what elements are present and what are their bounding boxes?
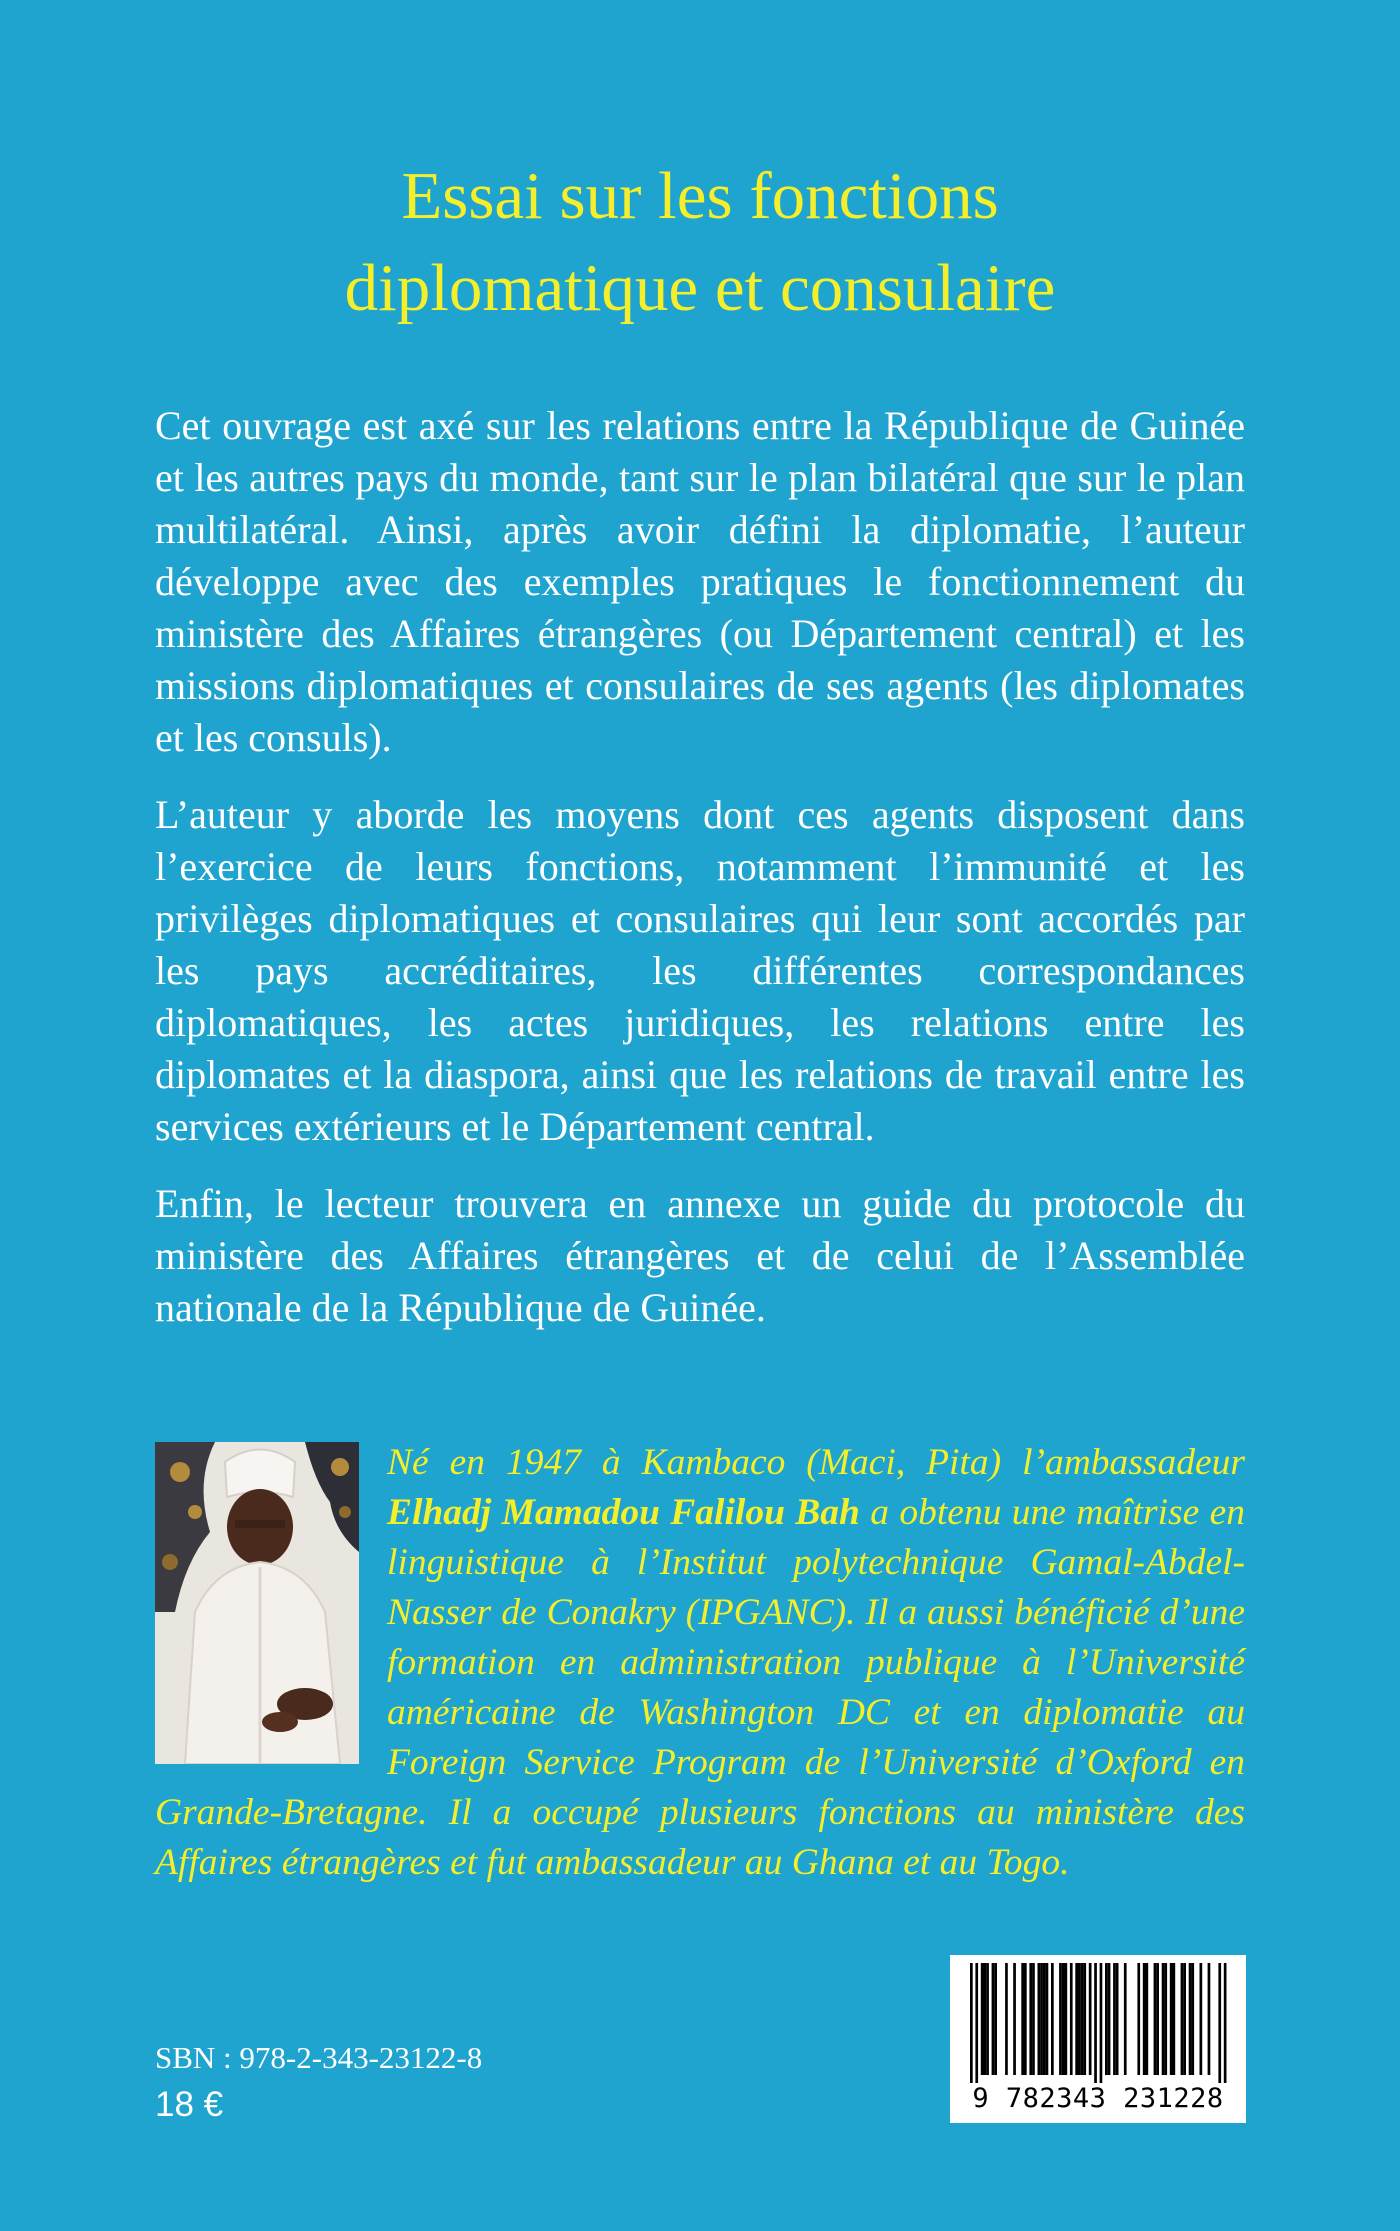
barcode-bar [994, 1963, 997, 2075]
barcode-bar [1208, 1963, 1211, 2075]
barcode-bar [1029, 1963, 1032, 2075]
barcode-bar [1162, 1963, 1165, 2075]
barcode-bar [1156, 1963, 1159, 2075]
barcode-bar [1038, 1963, 1041, 2075]
barcode-bar [1040, 1963, 1043, 2075]
barcode-bar [1170, 1963, 1173, 2075]
summary-paragraph-2: L’auteur y aborde les moyens dont ces agents disposent dans l’exercice de leurs fonctions, notamment l’immunité et les privilèges diplomatiques et consulaires qui leur sont accordés par les pays accréditaires, les différentes correspondances diplomatiques, les actes juridiques, les relations entre les diplomates et la diaspora, ainsi que les relations de travail entre les services extérieurs et le Département central. [155, 792, 1245, 1149]
book-title [0, 150, 1400, 334]
barcode-bar [1137, 1963, 1140, 2075]
barcode-bar [970, 1963, 973, 2083]
barcode-bar [1154, 1963, 1157, 2075]
summary-paragraph-3: Enfin, le lecteur trouvera en annexe un guide du protocole du ministère des Affaires étrangères et de celui de l’Assemblée nationale de la République de Guinée. [155, 1181, 1245, 1330]
barcode-bar [1224, 1963, 1227, 2083]
barcode-bar [1116, 1963, 1119, 2075]
author-bio [155, 1438, 1245, 1888]
barcode-bar [981, 1963, 984, 2075]
barcode-bar [1062, 1963, 1065, 2075]
barcode-bar [1183, 1963, 1186, 2075]
barcode-bars [950, 1955, 1246, 2083]
title-line-1: Essai sur les fonctions [401, 159, 999, 233]
barcode-bar [1089, 1963, 1092, 2075]
barcode-bar [1146, 1963, 1149, 2075]
barcode-bar [1100, 1963, 1103, 2083]
summary-paragraph-1: Cet ouvrage est axé sur les relations entre la République de Guinée et les autres pays du monde, tant sur le plan bilatéral que sur le plan multilatéral. Ainsi, après avoir défini la diplomatie, l’auteur développe avec des exemples pratiques le fonctionnement du ministère des Affaires étrangères (ou Département central) et les missions diplomatiques et consulaires de ses agents (les diplomates et les consuls). [155, 403, 1245, 760]
barcode-bar [975, 1963, 978, 2083]
title-line-2: diplomatique et consulaire [344, 251, 1056, 325]
price: 18 € [155, 2085, 224, 2124]
book-summary [155, 400, 1245, 1359]
author-name: Elhadj Mamadou Falilou Bah [387, 1492, 860, 1533]
author-photo [155, 1442, 359, 1764]
barcode-bar [1094, 1963, 1097, 2083]
barcode-bar [1075, 1963, 1078, 2075]
barcode-bar [1143, 1963, 1146, 2075]
barcode-bar [1189, 1963, 1192, 2075]
barcode-bar [1083, 1963, 1086, 2075]
barcode-bar [1218, 1963, 1221, 2083]
author-bio-body: a obtenu une maîtrise en linguistique à l’Institut polytechnique Gamal-Abdel-Nasser de Conakry (IPGANC). Il a aussi bénéficié d’une formation en administration publique à l’Université américaine de Washington DC et en diplomatie au Foreign Service Program de l’Université d’Oxford en Grande-Bretagne. Il a occupé plusieurs fonctions au ministère des Affaires étrangères et fut ambassadeur au Ghana et au Togo. [155, 1492, 1245, 1883]
barcode-bar [1105, 1963, 1108, 2075]
barcode-bar [1051, 1963, 1054, 2075]
author-bio-intro: Né en 1947 à Kambaco (Maci, Pita) l’ambassadeur [387, 1442, 1245, 1483]
barcode-bar [1046, 1963, 1049, 2075]
barcode-bar [1059, 1963, 1062, 2075]
barcode-bar [986, 1963, 989, 2075]
barcode-bar [1200, 1963, 1203, 2075]
barcode-bar [1173, 1963, 1176, 2075]
barcode-bar [1124, 1963, 1127, 2075]
barcode-bar [1024, 1963, 1027, 2075]
barcode-bar [1065, 1963, 1068, 2075]
barcode-bar [1078, 1963, 1081, 2075]
barcode-bar [1032, 1963, 1035, 2075]
barcode-bar [1021, 1963, 1024, 2075]
isbn-number: SBN : 978-2-343-23122-8 [155, 2040, 483, 2075]
barcode-bar [1113, 1963, 1116, 2075]
barcode-bar [1043, 1963, 1046, 2075]
barcode-digits: 9 782343 231228 [972, 2083, 1224, 2114]
barcode-bar [1181, 1963, 1184, 2075]
barcode-bar [1005, 1963, 1008, 2075]
barcode-bar [1013, 1963, 1016, 2075]
barcode-bar [992, 1963, 995, 2075]
barcode-bar [984, 1963, 987, 2075]
barcode [950, 1955, 1246, 2123]
barcode-bar [1108, 1963, 1111, 2075]
barcode-bar [1070, 1963, 1073, 2075]
barcode-bar [1164, 1963, 1167, 2075]
barcode-bar [1081, 1963, 1084, 2075]
barcode-bar [1191, 1963, 1194, 2075]
